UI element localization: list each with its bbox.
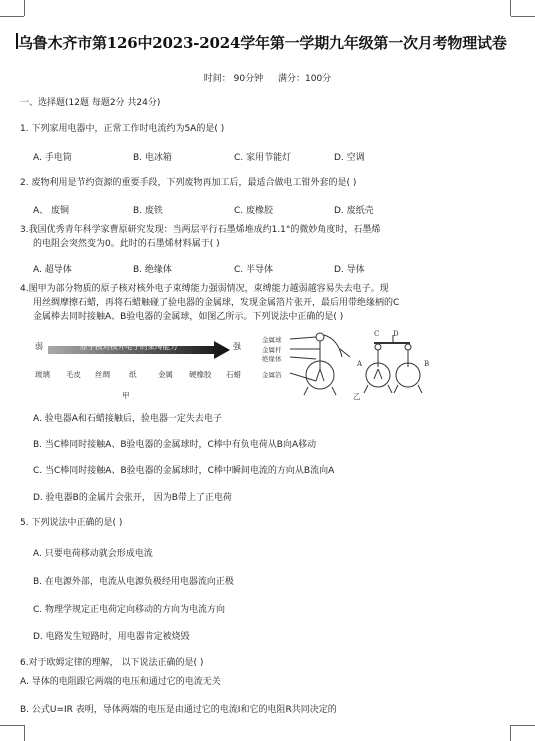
crop-mark [511, 725, 535, 726]
figure-caption-jia: 甲 [122, 391, 130, 400]
question-1-stem: 1. 下列家用电器中，正常工作时电流约为5A的是( ) [20, 124, 225, 134]
exam-meta [0, 71, 535, 84]
question-2-stem: 2. 废物利用是节约资源的重要手段，下列废物再加工后，最适合做电工钳外套的是( ) [20, 178, 357, 188]
question-1-option-b: B. 电冰箱 [133, 153, 172, 163]
question-3-option-b: B. 绝缘体 [133, 265, 172, 275]
question-6-option-a: A. 导体的电阻跟它两端的电压和通过它的电流无关 [20, 677, 221, 687]
question-4-stem-line1: 4.图甲为部分物质的原子核对核外电子束缚能力强弱情况，束缚能力越弱越容易失去电子。现 [20, 284, 389, 294]
question-3-stem-line2: 的电阻会突然变为0。此时的石墨烯材料属于( ) [33, 239, 220, 249]
question-2-option-d: D. 废纸壳 [334, 206, 374, 216]
electroscope-letter: A [357, 360, 363, 368]
question-2-option-c: C. 废橡胶 [234, 206, 274, 216]
figure-arrow-text: 原子核对核外电子的束缚能力 [80, 342, 178, 351]
question-5-option-a: A. 只要电荷移动就会形成电流 [33, 549, 153, 559]
section-heading: 一、选择题(12题 每题2分 共24分) [20, 98, 161, 108]
question-3-stem-line1: 3.我国优秀青年科学家曹原研究发现：当两层平行石墨烯堆成约1.1°的微妙角度时，石墨烯 [20, 225, 381, 235]
electroscope-part-label: 金属箔 [262, 371, 282, 379]
question-6-stem: 6.对于欧姆定律的理解， 以下说法正确的是( ) [20, 658, 204, 668]
electroscope-part-label: 金属球 [262, 336, 282, 344]
material-label: 玻璃 [35, 370, 50, 379]
crop-mark [510, 0, 511, 16]
crop-mark [24, 0, 25, 16]
material-label: 毛皮 [66, 370, 81, 379]
question-3-option-c: C. 半导体 [234, 265, 274, 275]
question-1-option-a: A. 手电筒 [33, 153, 72, 163]
question-4-option-b: B. 当C棒同时接触A、B验电器的金属球时，C棒中有负电荷从B向A移动 [33, 440, 317, 450]
electroscope-part-label: 绝缘体 [262, 355, 282, 363]
page-title: 乌鲁木齐市第126中2023-2024学年第一学期九年级第一次月考物理试卷 [18, 34, 507, 52]
electroscope-letter: B [424, 360, 430, 368]
question-4-option-a: A. 验电器A和石蜡接触后，验电器一定失去电子 [33, 414, 222, 424]
question-5-option-c: C. 物理学规定正电荷定向移动的方向为电流方向 [33, 605, 226, 615]
electroscope-figure [258, 329, 438, 397]
question-1-option-c: C. 家用节能灯 [234, 153, 292, 163]
crop-mark [511, 16, 535, 17]
electroscope-letter: D [393, 330, 399, 338]
crop-mark [0, 16, 24, 17]
question-3-option-d: D. 导体 [334, 265, 365, 275]
material-label: 纸 [129, 370, 137, 379]
figure-caption-yi: 乙 [353, 392, 361, 401]
question-5-option-d: D. 电路发生短路时，用电器肯定被烧毁 [33, 632, 190, 642]
material-label: 丝绸 [95, 370, 110, 379]
figure-strong-label: 强 [233, 342, 241, 351]
electroscope-letter: C [374, 330, 380, 338]
question-5-stem: 5. 下列说法中正确的是( ) [20, 518, 123, 528]
crop-mark [0, 725, 24, 726]
exam-score: 满分：100分 [278, 74, 332, 84]
question-5-option-b: B. 在电源外部，电流从电源负极经用电器流向正极 [33, 577, 234, 587]
figure-weak-label: 弱 [35, 342, 43, 351]
exam-time: 时间： 90分钟 [203, 74, 264, 84]
question-1-option-d: D. 空调 [334, 153, 365, 163]
question-3-option-a: A. 超导体 [33, 265, 72, 275]
material-label: 石蜡 [226, 370, 241, 379]
question-6-option-b: B. 公式U=IR 表明，导体两端的电压是由通过它的电流I和它的电阻R共同决定的 [20, 705, 337, 715]
question-4-option-d: D. 验电器B的金属片会张开， 因为B带上了正电荷 [33, 493, 232, 503]
question-4-stem-line3: 金属棒去同时接触A、B验电器的金属球，如图乙所示。下列说法中正确的是( ) [33, 312, 344, 322]
material-label: 硬橡胶 [189, 370, 212, 379]
material-label: 金属 [158, 370, 173, 379]
question-2-option-b: B. 废铁 [133, 206, 163, 216]
crop-mark [510, 725, 511, 741]
question-4-stem-line2: 用丝绸摩擦石蜡，再将石蜡触碰了验电器的金属球，发现金属箔片张开，最后用带绝缘柄的C [33, 298, 400, 308]
question-4-option-c: C. 当C棒同时接触A、B验电器的金属球时，C棒中瞬间电流的方向从B流向A [33, 466, 335, 476]
crop-mark [24, 725, 25, 741]
electroscope-part-label: 金属杆 [262, 346, 282, 354]
question-2-option-a: A、 废铜 [33, 206, 70, 216]
